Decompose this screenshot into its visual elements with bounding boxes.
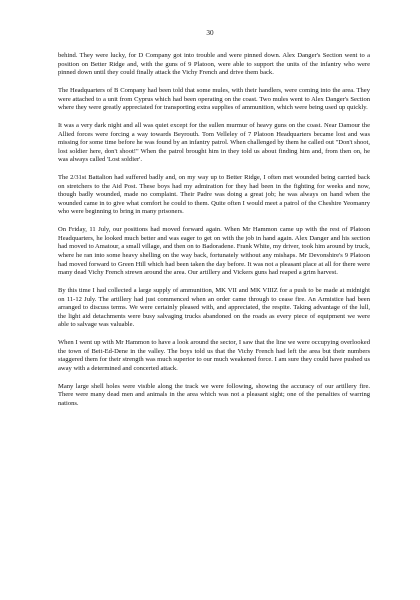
- body-text: [58, 52, 370, 418]
- paragraph: The Headquarters of B Company had been told that some mules, with their handlers, were coming into the area. They were attached to a unit from Cyprus which had been operating on the coast. Two mules went to Alex Danger's Section where they were greatly appreciated for transporting extra supplies of ammunition, which were being used up quickly.: [58, 86, 370, 112]
- paragraph: When I went up with Mr Hammon to have a look around the sector, I saw that the line we were occupying overlooked the town of Beit-Ed-Dene in the valley. The boys told us that the Vichy French had left the area but their numbers staggered them for their strength was much superior to our much weakened force. I am sure they could have pushed us away with a determined and concerted attack.: [58, 339, 370, 372]
- page-number: 30: [206, 29, 214, 37]
- paragraph: Many large shell holes were visible along the track we were following, showing the accuracy of our artillery fire. There were many dead men and animals in the area which was not a pleasant sight; one of the penalties of warring nations.: [58, 382, 370, 407]
- paragraph: On Friday, 11 July, our positions had moved forward again. When Mr Hammon came up with the rest of Platoon Headquarters, he looked much better and was eager to get on with the job in hand again. Alex Danger and his section had moved to Amatour, a small village, and then on to Badoradene. Frank White, my driver, took him around by truck, where he ran into some heavy shelling on the way back, fortunately without any mishaps. Mr Devonshire's 9 Platoon had moved forward to Green Hill which had been taken the day before. It was not a pleasant place at all for there were many dead Vichy French strewn around the area. Our artillery and Vickers guns had reaped a grim harvest.: [58, 226, 370, 277]
- paragraph: behind. They were lucky, for D Company got into trouble and were pinned down. Alex Danger's Section went to a position on Better Ridge and, with the guns of 9 Platoon, were able to support the units of the infantry who were pinned down until they could finally attack the Vichy French and drive them back.: [58, 52, 370, 77]
- paragraph: By this time I had collected a large supply of ammunition, MK VII and MK VIIIZ for a push to be made at midnight on 11-12 July. The artillery had just commenced when an order came through to cease fire. An Armistice had been arranged to discuss terms. We were certainly pleased with, and appreciated, the respite. Taking advantage of the lull, the light aid detachments were busy salvaging trucks abandoned on the roads as every piece of equipment we were able to salvage was valuable.: [58, 287, 370, 329]
- paragraph: The 2/31st Battalion had suffered badly and, on my way up to Better Ridge, I often met wounded being carried back on stretchers to the Aid Post. These boys had my admiration for they had been in the fighting for weeks and now, though badly wounded, made no complaint. Their Padre was doing a great job; he was always on hand when the wounded came in to give what comfort he could to them. Quite often I would meet a patrol of the Cheshire Yeomanry who were beginning to bring in many prisoners.: [58, 174, 370, 216]
- paragraph: It was a very dark night and all was quiet except for the sullen murmur of heavy guns on the coast. Near Damour the Allied forces were forcing a way towards Beyrouth. Tom Velleley of 7 Platoon Headquarters became lost and was missing for some time before he was found by an infantry patrol. When challenged by them he called out "Don't shoot, lost soldier here, don't shoot!" When the patrol brought him in they told us about finding him and, from then on, he was always called 'Lost soldier'.: [58, 121, 370, 164]
